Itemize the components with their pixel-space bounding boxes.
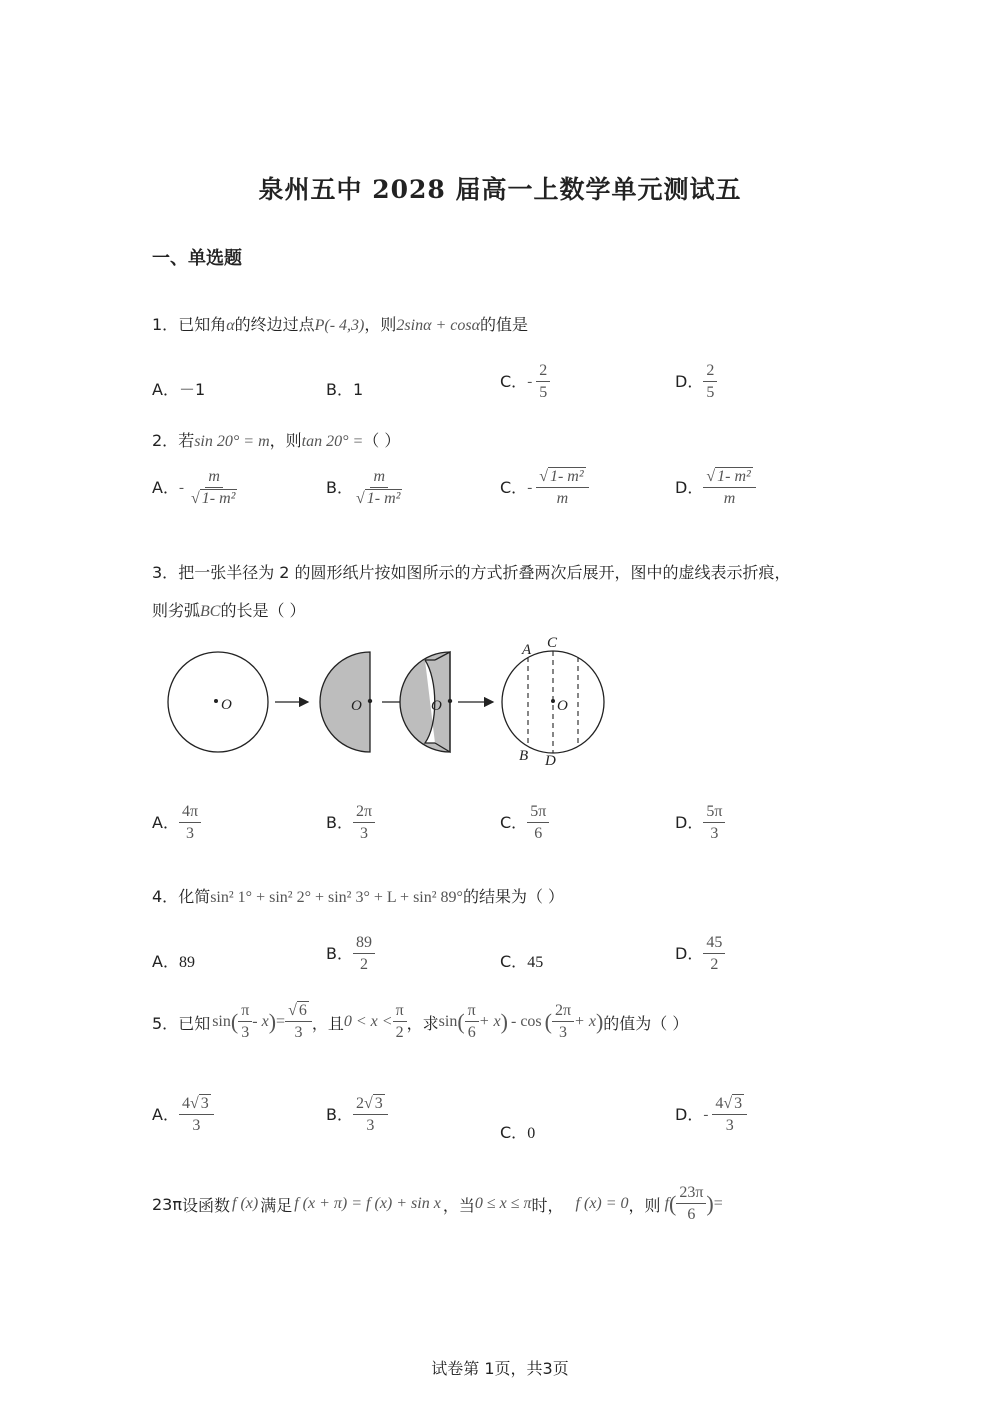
question-1: 1．已知角α的终边过点P(- 4,3)，则2sinα + cosα的值是 [152,315,529,334]
q3-option-a[interactable]: A． $\frac{4\pi}{3}$ [152,803,201,844]
q4-option-b[interactable]: B． $\frac{89}{2}$ [326,934,375,975]
q1-option-d[interactable]: D． $\frac{2}{5}$ [675,362,717,403]
q2-option-b[interactable]: B． $\frac{m}{\text{√ 1- m²}}$ [326,468,401,508]
svg-text:D: D [545,753,556,769]
full-circle [168,652,268,752]
q2-option-c[interactable]: C．- $\frac{\text{√ 1- m²}}{m}$ [500,468,589,509]
svg-text:O: O [431,698,442,714]
q5-option-d[interactable]: D．- $\frac{4√ 3}{3}$ [675,1095,747,1136]
q5-option-c[interactable]: C．0 [500,1123,536,1142]
section-heading: 一、单选题 [152,248,242,269]
q1-option-c[interactable]: C．- $\frac{2}{5}$ [500,362,550,403]
svg-text:O: O [557,698,568,714]
q2-option-d[interactable]: D． $\frac{\text{√ 1- m²}}{m}$ [675,468,756,509]
q4-option-d[interactable]: D． $\frac{45}{2}$ [675,934,725,975]
question-6: 23π 设函数 f (x) 满足 f (x + π) = f (x) + sin x ，当 0 ≤ x ≤ π 时， f (x) = 0 ，则 f ( $\frac{23\pi}{6}$ ) = [152,1184,723,1224]
question-3: 3．把一张半径为 2 的圆形纸片按如图所示的方式折叠两次后展开，图中的虚线表示折痕， [152,563,791,582]
question-3-line2: 则劣弧BC的长是（ ） [152,601,306,620]
half-circle [320,652,370,752]
q1-option-a[interactable]: A．－1 [152,380,206,399]
q2-option-a[interactable]: A．- $\frac{m}{\text{√ 1- m²}}$ [152,468,236,508]
svg-text:O: O [351,698,362,714]
svg-text:C: C [547,635,558,651]
q3-option-b[interactable]: B． $\frac{2\pi}{3}$ [326,803,375,844]
q4-option-a[interactable]: A．89 [152,952,195,971]
q4-option-c[interactable]: C．45 [500,952,544,971]
svg-text:O: O [221,697,232,713]
folding-figure [160,630,620,770]
q5-option-a[interactable]: A． $\frac{4√ 3}{3}$ [152,1095,214,1136]
question-2: 2．若sin 20° = m，则tan 20° =（ ） [152,431,401,450]
question-4: 4．化简sin² 1° + sin² 2° + sin² 3° + L + sin² 89°的结果为（ ） [152,887,565,906]
page-footer: 试卷第 1页，共3页 [431,1359,569,1378]
q5-option-b[interactable]: B． $\frac{2√ 3}{3}$ [326,1095,388,1136]
q1-option-b[interactable]: B．1 [326,380,364,399]
question-5: 5． 已知 sin ( $\frac{\pi}{3}$ - x ) = $\frac{√ 6}{3}$ ，且 0 < x < $\frac{\pi}{2}$ ，求 sin ( $\frac{\pi}{6}$ + x ) - cos ( $\frac{2\pi}{3}$ + x ) 的值为（ ） [152,1002,689,1042]
svg-text:A: A [522,642,532,658]
q3-option-c[interactable]: C． $\frac{5\pi}{6}$ [500,803,549,844]
q3-option-d[interactable]: D． $\frac{5\pi}{3}$ [675,803,725,844]
page-title: 泉州五中 2028 届高一上数学单元测试五 [258,175,742,204]
svg-text:B: B [519,748,529,764]
